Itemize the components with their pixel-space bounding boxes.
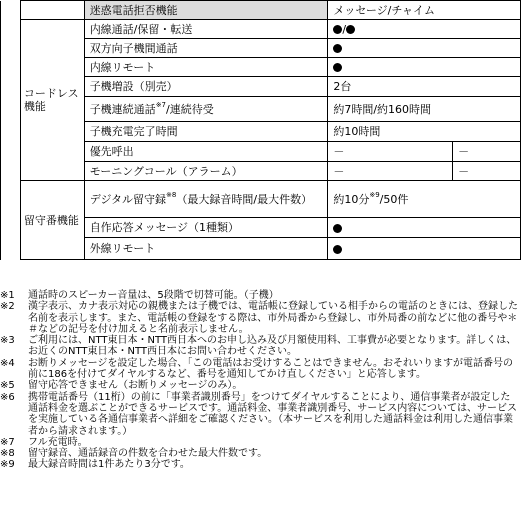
table-row xyxy=(1,20,521,39)
value-cell-b: － xyxy=(453,162,521,181)
table-row xyxy=(1,181,521,218)
footnote-item xyxy=(0,459,521,470)
footnote-mark: ※6 xyxy=(0,391,15,403)
footnote-item xyxy=(0,290,521,301)
footnote-mark: ※2 xyxy=(0,301,15,313)
value-cell: 2台 xyxy=(328,77,521,97)
footnote-item xyxy=(0,392,521,437)
value-cell xyxy=(328,181,521,218)
value-cell: 約7時間/約160時間 xyxy=(328,97,521,122)
supported-dot-icon xyxy=(333,44,342,53)
category-cell: コードレス機能 xyxy=(20,20,84,181)
feature-cell: 内線リモート xyxy=(84,58,328,77)
footnote-ref: ※7 xyxy=(155,100,167,109)
supported-dot-icon xyxy=(333,224,342,233)
value-cell xyxy=(328,39,521,58)
footnote-item xyxy=(0,380,521,391)
footnote-item xyxy=(0,358,521,381)
category-cell-empty xyxy=(20,1,84,20)
footnote-ref: ※9 xyxy=(369,190,380,199)
value-cell-a: － xyxy=(328,142,453,162)
footnote-mark: ※3 xyxy=(0,335,15,347)
footnote-item xyxy=(0,335,521,358)
footnote-item xyxy=(0,437,521,448)
footnote-text: 留守応答できません（お断りメッセージのみ）。 xyxy=(28,380,243,392)
left-edge-cell xyxy=(1,1,21,260)
feature-text: デジタル留守録 xyxy=(89,192,167,206)
feature-cell xyxy=(84,181,328,218)
value-cell xyxy=(328,238,521,260)
footnote-text: ご利用には、NTT東日本・NTT西日本へのお申し込み及び月額使用料、工事費が必要となります。詳しくは、お近くのNTT東日本・NTT西日本にお問い合わせください。 xyxy=(28,335,517,358)
footnote-text: 最大録音時間は1件あたり3分です。 xyxy=(28,459,190,471)
footnote-mark: ※7 xyxy=(0,436,15,448)
footnote-ref: ※8 xyxy=(166,190,177,199)
value-text: 約10分 xyxy=(333,192,370,206)
feature-text: （最大録音時間/最大件数） xyxy=(176,192,313,206)
table-row xyxy=(1,1,521,20)
value-cell: メッセージ/チャイム xyxy=(328,1,521,20)
feature-cell: 迷惑電話拒否機能 xyxy=(84,1,328,20)
feature-cell xyxy=(84,97,328,122)
value-cell xyxy=(328,218,521,238)
feature-cell: 子機増設（別売） xyxy=(84,77,328,97)
feature-cell: 外線リモート xyxy=(84,238,328,260)
supported-dot-icon xyxy=(346,25,355,34)
value-cell: 約10時間 xyxy=(328,122,521,142)
feature-text: /連続待受 xyxy=(166,102,214,116)
footnote-text: お断りメッセージを設定した場合、「この電話はお受けすることはできません。おそれいりますが電話番号の前に186を付けてダイヤルするなど、番号を通知してかけ直しください」と応答します。 xyxy=(28,357,513,381)
footnote-item xyxy=(0,301,521,335)
footnote-text: 留守録音、通話録音の件数を合わせた最大件数です。 xyxy=(28,448,268,460)
footnote-text: 通話時のスピーカー音量は、5段階で切替可能。（子機） xyxy=(28,290,279,301)
footnote-mark: ※8 xyxy=(0,448,15,460)
feature-cell: 自作応答メッセージ（1種類） xyxy=(84,218,328,238)
supported-dot-icon xyxy=(333,25,342,34)
footnote-mark: ※5 xyxy=(0,380,15,392)
supported-dot-icon xyxy=(333,63,342,72)
footnote-text: 携帯電話番号（11桁）の前に「事業者識別番号」をつけてダイヤルすることにより、通信事業者が設定した通話料金を選ぶことができるサービスです。通話料金、事業者識別番号、サービス内容については、サービスを実施している各通信事業者へ詳細をご確認ください。（本サービスを利用した通話料金は利用した通信事業者から請求されます。） xyxy=(28,391,517,437)
value-cell xyxy=(328,58,521,77)
footnotes xyxy=(0,290,521,471)
footnote-mark: ※1 xyxy=(0,290,15,301)
footnote-item xyxy=(0,448,521,459)
footnote-mark: ※4 xyxy=(0,357,15,369)
supported-dot-icon xyxy=(333,245,342,254)
footnote-mark: ※9 xyxy=(0,459,15,471)
feature-cell: 子機充電完了時間 xyxy=(84,122,328,142)
feature-cell: モーニングコール（アラーム） xyxy=(84,162,328,181)
value-text: /50件 xyxy=(379,192,409,206)
category-cell: 留守番機能 xyxy=(20,181,84,260)
value-separator: / xyxy=(342,22,347,36)
footnote-text: フル充電時。 xyxy=(28,436,88,448)
value-cell-a: － xyxy=(328,162,453,181)
feature-cell: 優先呼出 xyxy=(84,142,328,162)
value-cell-b: － xyxy=(453,142,521,162)
feature-text: 子機連続通話 xyxy=(89,102,156,116)
footnote-text: 漢字表示、カナ表示対応の親機または子機では、電話帳に登録している相手からの電話のときには、登録した名前を表示します。また、電話帳の登録をする際は、市外局番から登録し、市外局番の前などに他の番号や＊＃などの記号を付け加えると名前表示しません。 xyxy=(28,301,518,335)
value-cell xyxy=(328,20,521,39)
feature-cell: 双方向子機間通話 xyxy=(84,39,328,58)
feature-cell: 内線通話/保留・転送 xyxy=(84,20,328,39)
